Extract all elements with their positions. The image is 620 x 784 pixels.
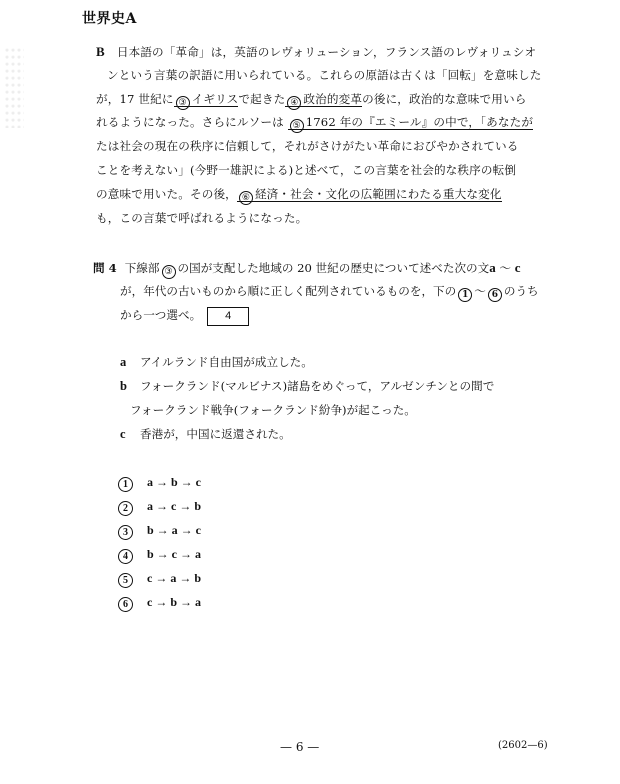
section-label: B bbox=[96, 44, 105, 59]
statement-b: b フォークランド(マルビナス)諸島をめぐって，アルゼンチンとの間で bbox=[120, 379, 495, 393]
underline-5: ⑤ 1762 年の『エミール』の中で，「あなたが bbox=[288, 115, 533, 130]
statement-b-continued: フォークランド戦争(フォークランド紛争)が起こった。 bbox=[130, 403, 416, 417]
circled-option-6: 6 bbox=[488, 288, 502, 302]
passage-line-5: たは社会の現在の秩序に信頼して，それがさけがたい革命におびやかされている bbox=[96, 139, 519, 154]
underline-4: ④ 政治的変革 bbox=[285, 92, 362, 107]
question-label: 問 4 bbox=[93, 261, 117, 275]
option-4[interactable]: 4 b → c → a bbox=[118, 542, 201, 566]
passage-line-8: も，この言葉で呼ばれるようになった。 bbox=[96, 210, 308, 225]
option-6[interactable]: 6 c → b → a bbox=[118, 590, 201, 614]
page-number: — 6 — bbox=[280, 740, 320, 754]
statement-a: a アイルランド自由国が成立した。 bbox=[120, 355, 313, 369]
option-number: 1 bbox=[118, 477, 133, 492]
underline-3: ③ イギリス bbox=[174, 92, 239, 107]
question-line-3: から一つ選べ。 4 bbox=[93, 304, 553, 328]
option-3[interactable]: 3 b → a → c bbox=[118, 518, 201, 542]
subject-title: 世界史A bbox=[82, 11, 137, 27]
passage-line-4: れるようになった。さらにルソーは ⑤ 1762 年の『エミール』の中で，「あなたが bbox=[96, 115, 534, 132]
statement-c: c 香港が，中国に返還された。 bbox=[120, 427, 291, 441]
circled-number-5: ⑤ bbox=[290, 119, 304, 133]
question-4 bbox=[93, 256, 553, 327]
exam-code: (2602—6) bbox=[498, 740, 548, 751]
answer-number-box[interactable]: 4 bbox=[207, 307, 249, 326]
statements-list bbox=[120, 350, 550, 446]
option-number: 4 bbox=[118, 549, 133, 564]
circled-number-6: ⑥ bbox=[239, 191, 253, 205]
passage-line-6: ことを考えない」(今野一雄訳による)と述べて，この言葉を社会的な秩序の転倒 bbox=[96, 162, 517, 177]
option-5[interactable]: 5 c → a → b bbox=[118, 566, 201, 590]
option-number: 2 bbox=[118, 501, 133, 516]
passage-line-2: ンという言葉の訳語に用いられている。これらの原語は古くは「回転」を意味した bbox=[107, 67, 542, 82]
circled-number-3: ③ bbox=[176, 96, 190, 110]
passage-line-7: の意味で用いた。その後， ⑥ 経済・社会・文化の広範囲にわたる重大な変化 bbox=[96, 186, 502, 203]
option-2[interactable]: 2 a → c → b bbox=[118, 494, 201, 518]
answer-options bbox=[118, 470, 201, 614]
option-1[interactable]: 1 a → b → c bbox=[118, 470, 201, 494]
circled-number-4: ④ bbox=[287, 96, 301, 110]
scan-smudge bbox=[4, 48, 24, 128]
option-number: 5 bbox=[118, 573, 133, 588]
option-number: 3 bbox=[118, 525, 133, 540]
passage-b bbox=[96, 40, 548, 230]
question-line-2: が，年代の古いものから順に正しく配列されているものを，下の 1 〜 6 のうち bbox=[120, 283, 539, 300]
circled-option-1: 1 bbox=[458, 288, 472, 302]
question-line-1: 問 4 下線部 ③ の国が支配した地域の 20 世紀の歴史について述べた次の文a 〜 c bbox=[93, 260, 521, 277]
option-number: 6 bbox=[118, 597, 133, 612]
passage-line-3: が，17 世紀に ③ イギリスで起きた ④ 政治的変革の後に，政治的な意味で用いら bbox=[96, 91, 527, 108]
underline-6: ⑥ 経済・社会・文化の広範囲にわたる重大な変化 bbox=[237, 187, 502, 202]
passage-line-1: B 日本語の「革命」は，英語のレヴォリューション，フランス語のレヴォリュシオ bbox=[96, 44, 537, 59]
circled-ref-3: ③ bbox=[162, 265, 176, 279]
